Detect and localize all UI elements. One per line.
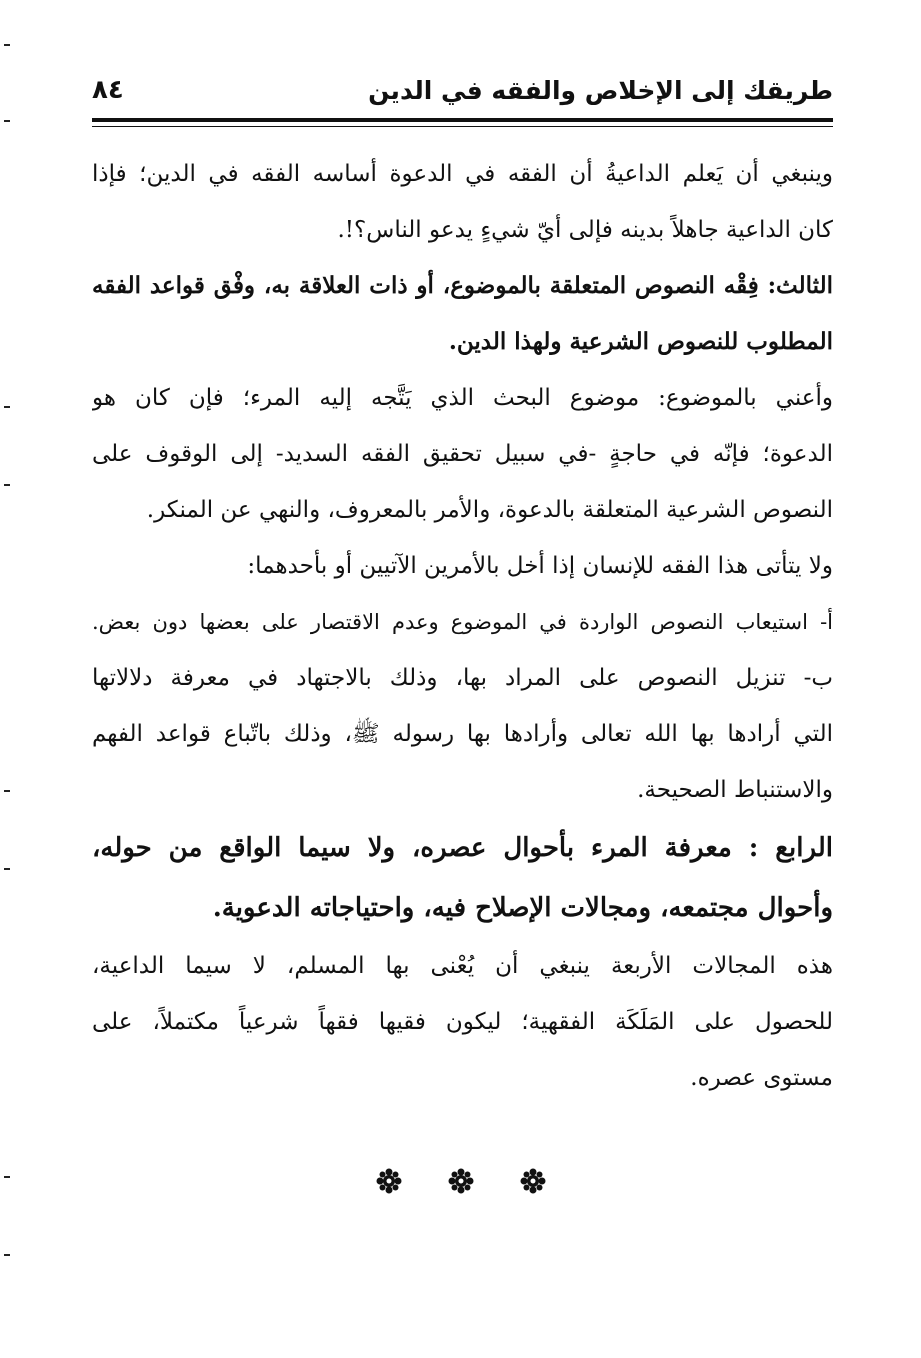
text-line: الدعوة؛ فإنّه في حاجةٍ -في سبيل تحقيق الفقه السديد- إلى الوقوف على <box>92 441 833 467</box>
header-rule-thick <box>92 118 833 122</box>
header-rule-thin <box>92 126 833 127</box>
text-line: للحصول على المَلَكَة الفقهية؛ ليكون فقيها فقهاً شرعياً مكتملاً، على <box>92 1009 833 1035</box>
section-heading-line: الرابع : معرفة المرء بأحوال عصره، ولا سيما الواقع من حوله، <box>92 833 833 863</box>
flower-ornament-icon <box>520 1168 546 1194</box>
scan-edge-mark <box>4 1176 10 1178</box>
flower-ornament-icon <box>448 1168 474 1194</box>
section-heading-line: الثالث: فِقْه النصوص المتعلقة بالموضوع، أو ذات العلاقة به، وفْق قواعد الفقه <box>92 272 833 299</box>
text-line: كان الداعية جاهلاً بدينه فإلى أيّ شيءٍ يدعو الناس؟!. <box>337 217 833 243</box>
text-line: والاستنباط الصحيحة. <box>637 777 833 803</box>
flower-ornament-icon <box>376 1168 402 1194</box>
scan-edge-mark <box>4 120 10 122</box>
page-number: ٨٤ <box>92 75 124 105</box>
scan-edge-mark <box>4 484 10 486</box>
section-end-ornaments <box>0 1168 921 1194</box>
list-item-a: أ- استيعاب النصوص الواردة في الموضوع وعدم الاقتصار على بعضها دون بعض. <box>92 610 833 634</box>
text-line: ولا يتأتى هذا الفقه للإنسان إذا أخل بالأمرين الآتيين أو بأحدهما: <box>247 553 833 579</box>
page-header <box>92 68 833 112</box>
scan-edge-mark <box>4 790 10 792</box>
section-heading-line: وأحوال مجتمعه، ومجالات الإصلاح فيه، واحتياجاته الدعوية. <box>212 893 833 923</box>
scan-edge-mark <box>4 868 10 870</box>
scan-edge-mark <box>4 44 10 46</box>
section-heading-line: المطلوب للنصوص الشرعية ولهذا الدين. <box>448 328 833 355</box>
scan-edge-mark <box>4 1254 10 1256</box>
text-line: وينبغي أن يَعلم الداعيةُ أن الفقه في الدعوة أساسه الفقه في الدين؛ فإذا <box>92 161 833 187</box>
list-item-b: ب- تنزيل النصوص على المراد بها، وذلك بالاجتهاد في معرفة دلالاتها <box>92 665 833 691</box>
running-title: طريقك إلى الإخلاص والفقه في الدين <box>368 75 833 105</box>
text-line: مستوى عصره. <box>690 1065 833 1091</box>
scan-edge-mark <box>4 406 10 408</box>
text-line: هذه المجالات الأربعة ينبغي أن يُعْنى بها المسلم، لا سيما الداعية، <box>92 953 833 979</box>
text-line: التي أرادها بها الله تعالى وأرادها بها رسوله ﷺ، وذلك باتّباع قواعد الفهم <box>92 721 833 747</box>
text-line: النصوص الشرعية المتعلقة بالدعوة، والأمر بالمعروف، والنهي عن المنكر. <box>146 497 833 523</box>
text-line: وأعني بالموضوع: موضوع البحث الذي يَتَّجه إليه المرء؛ فإن كان هو <box>92 385 833 411</box>
body-text <box>92 146 833 1106</box>
